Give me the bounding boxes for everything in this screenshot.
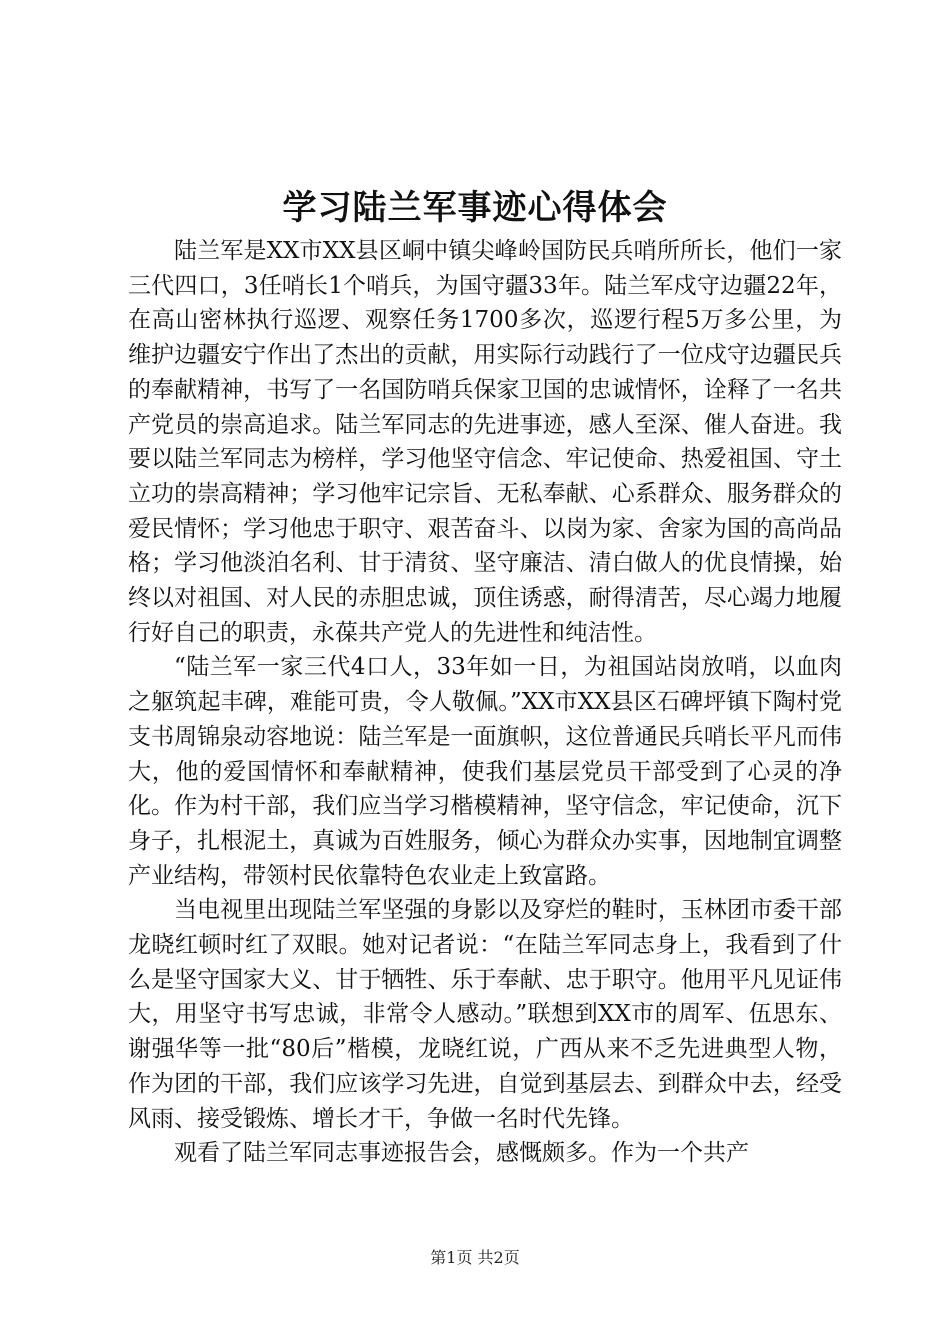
document-body — [128, 234, 842, 1171]
paragraph-3: 当电视里出现陆兰军坚强的身影以及穿烂的鞋时，玉林团市委干部龙晓红顿时红了双眼。她对记者说：“在陆兰军同志身上，我看到了什么是坚守国家大义、甘于牺牲、乐于奉献、忠于职守。他用平凡见证伟大，用坚守书写忠诚，非常令人感动。”联想到XX市的周军、伍思东、谢强华等一批“80后”楷模，龙晓红说，广西从来不乏先进典型人物，作为团的干部，我们应该学习先进，自觉到基层去、到群众中去，经受风雨、接受锻炼、增长才干，争做一名时代先锋。 — [128, 897, 842, 1132]
paragraph-2: “陆兰军一家三代4口人，33年如一日，为祖国站岗放哨，以血肉之躯筑起丰碑，难能可贵，令人敬佩。”XX市XX县区石碑坪镇下陶村党支书周锦泉动容地说：陆兰军是一面旗帜，这位普通民兵哨长平凡而伟大，他的爱国情怀和奉献精神，使我们基层党员干部受到了心灵的净化。作为村干部，我们应当学习楷模精神，坚守信念，牢记使命，沉下身子，扎根泥土，真诚为百姓服务，倾心为群众办实事，因地制宜调整产业结构，带领村民依靠特色农业走上致富路。 — [128, 654, 842, 889]
document-title: 学习陆兰军事迹心得体会 — [282, 188, 668, 228]
page-number-footer: 第1页 共2页 — [430, 1248, 520, 1267]
paragraph-4: 观看了陆兰军同志事迹报告会，感慨颇多。作为一个共产 — [174, 1140, 749, 1167]
paragraph-1: 陆兰军是XX市XX县区峒中镇尖峰岭国防民兵哨所所长，他们一家三代四口，3任哨长1个哨兵，为国守疆33年。陆兰军戍守边疆22年，在高山密林执行巡逻、观察任务1700多次，巡逻行程5万多公里，为维护边疆安宁作出了杰出的贡献，用实际行动践行了一位戍守边疆民兵的奉献精神，书写了一名国防哨兵保家卫国的忠诚情怀，诠释了一名共产党员的崇高追求。陆兰军同志的先进事迹，感人至深、催人奋进。我要以陆兰军同志为榜样，学习他坚守信念、牢记使命、热爱祖国、守土立功的崇高精神；学习他牢记宗旨、无私奉献、心系群众、服务群众的爱民情怀；学习他忠于职守、艰苦奋斗、以岗为家、舍家为国的高尚品格；学习他淡泊名利、甘于清贫、坚守廉洁、清白做人的优良情操，始终以对祖国、对人民的赤胆忠诚，顶住诱惑，耐得清苦，尽心竭力地履行好自己的职责，永葆共产党人的先进性和纯洁性。 — [128, 238, 842, 646]
